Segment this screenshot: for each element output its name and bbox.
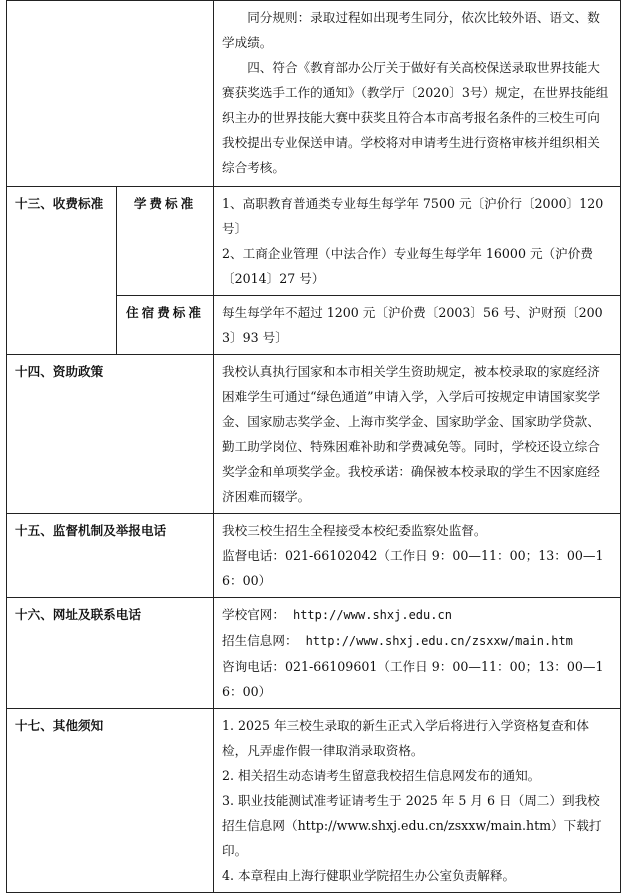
intro-content-cell [214, 1, 621, 187]
info-site-line [222, 628, 612, 654]
supervision-label: 十五、监督机制及举报电话 [7, 514, 214, 598]
housing-label: 住宿费标准 [117, 296, 214, 355]
table-row-tuition [7, 187, 621, 296]
table-row-contact [7, 598, 621, 709]
supervision-phone: 监督电话：021-66102042（工作日 9：00—11：00；13：00—16：00） [222, 548, 604, 588]
notes-label: 十七、其他须知 [7, 709, 214, 893]
aid-label: 十四、资助政策 [7, 355, 214, 514]
website-line [222, 602, 612, 628]
tuition-item: 1、高职教育普通类专业每生每学年 7500 元〔沪价行〔2000〕120 号〕 [222, 196, 604, 236]
website-link[interactable]: http://www.shxj.edu.cn [292, 608, 452, 622]
note-item: 2. 相关招生动态请考生留意我校招生信息网发布的通知。 [222, 768, 541, 783]
note-item: 1. 2025 年三校生录取的新生正式入学后将进行入学资格复查和体检，凡弄虚作假一律取消录取资格。 [222, 718, 589, 758]
supervision-line: 我校三校生招生全程接受本校纪委监察处监督。 [222, 523, 487, 538]
table-row-aid [7, 355, 621, 514]
contact-content [214, 598, 621, 709]
contact-label: 十六、网址及联系电话 [7, 598, 214, 709]
info-site-label: 招生信息网： [222, 633, 298, 648]
table-row-intro [7, 1, 621, 187]
table-row-notes [7, 709, 621, 893]
table-row-supervision [7, 514, 621, 598]
tuition-label: 学费标准 [117, 187, 214, 296]
info-site-link[interactable]: http://www.shxj.edu.cn/zsxxw/main.htm [305, 634, 573, 648]
consult-phone: 咨询电话：021-66109601（工作日 9：00—11：00；13：00—16：00） [222, 659, 604, 699]
aid-text: 我校认真执行国家和本市相关学生资助规定，被本校录取的家庭经济困难学生可通过“绿色通道”申请入学，入学后可按规定申请国家奖学金、国家励志奖学金、上海市奖学金、国家助学金、国家助学贷款、勤工助学岗位、特殊困难补助和学费减免等。同时，学校还设立综合奖学金和单项奖学金。我校承诺：确保被本校录取的学生不因家庭经济困难而辍学。 [222, 364, 601, 504]
notes-content [214, 709, 621, 893]
housing-content: 每生每学年不超过 1200 元〔沪价费〔2003〕56 号、沪财预〔2003〕93 号〕 [214, 296, 621, 355]
note-item: 4. 本章程由上海行健职业学院招生办公室负责解释。 [222, 868, 516, 883]
same-score-rule: 同分规则：录取过程如出现考生同分，依次比较外语、语文、数学成绩。 [222, 10, 600, 50]
aid-content [214, 355, 621, 514]
note-item: 3. 职业技能测试准考证请考生于 2025 年 5 月 6 日（周二）到我校招生信息网（http://www.shxj.edu.cn/zsxxw/main.htm）下载打印。 [222, 793, 602, 858]
admission-table [6, 0, 621, 893]
website-label: 学校官网： [222, 607, 285, 622]
tuition-content [214, 187, 621, 296]
tuition-item: 2、工商企业管理（中法合作）专业每生每学年 16000 元（沪价费〔2014〕27 号） [222, 246, 593, 286]
skills-competition-rule: 四、符合《教育部办公厅关于做好有关高校保送录取世界技能大赛获奖选手工作的通知》（教学厅〔2020〕3号）规定，在世界技能组织主办的世界技能大赛中获奖且符合本市高考报名条件的三校生可向我校提出专业保送申请。学校将对申请考生进行资格审核并组织相关综合考核。 [222, 60, 609, 175]
empty-label-cell [7, 1, 214, 187]
supervision-content [214, 514, 621, 598]
fees-label: 十三、收费标准 [7, 187, 117, 355]
